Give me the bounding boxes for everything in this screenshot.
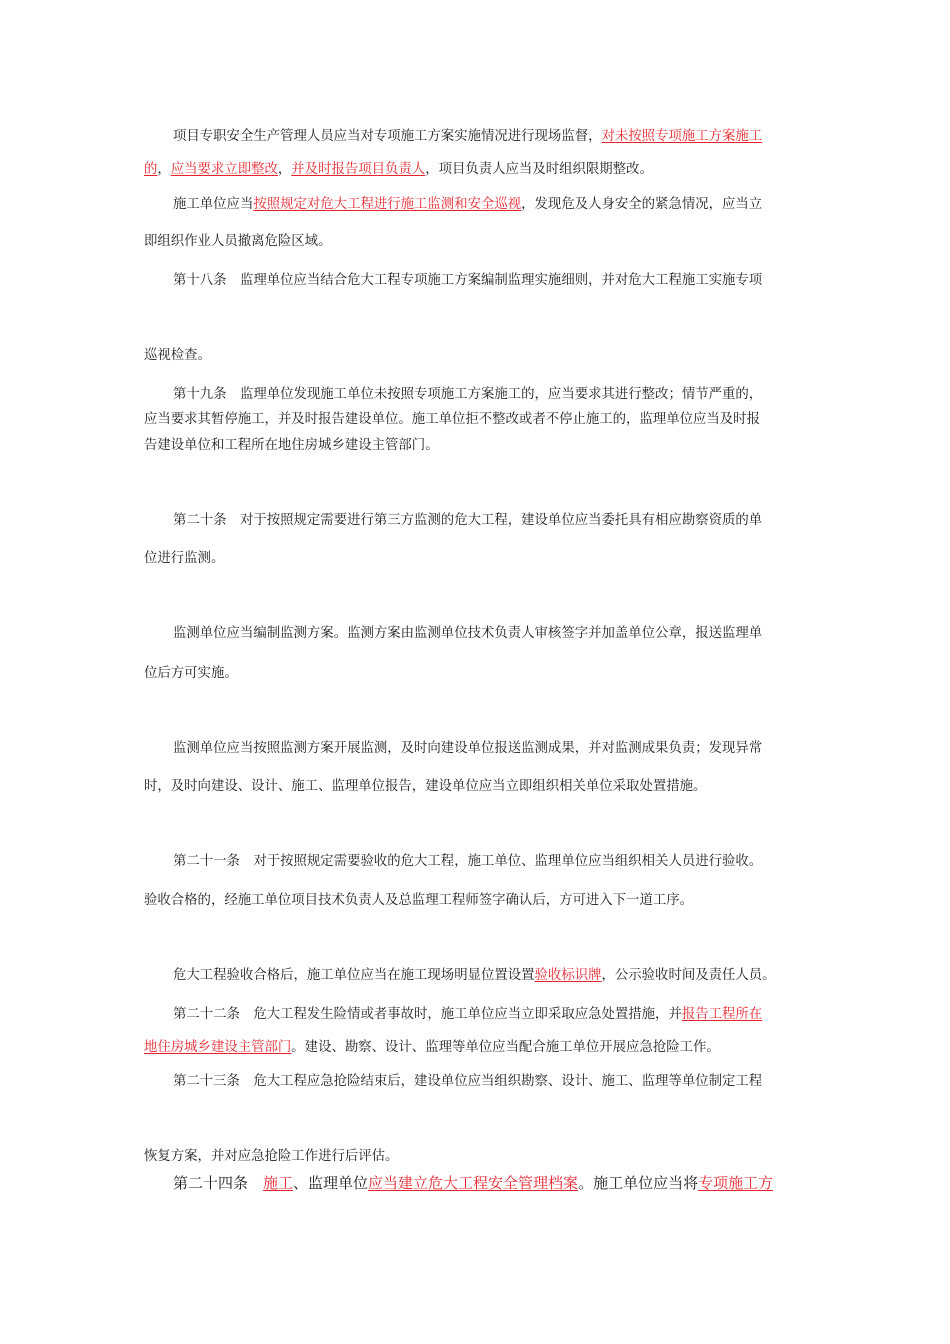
article-20-line-1: 第二十条 对于按照规定需要进行第三方监测的危大工程，建设单位应当委托具有相应勘察资质的单 [173,513,763,528]
article-24-line-1: 第二十四条 施工、监理单位应当建立危大工程安全管理档案。施工单位应当将专项施工方 [173,1174,774,1192]
article-21-line-2: 验收合格的，经施工单位项目技术负责人及总监理工程师签字确认后，方可进入下一道工序。 [144,893,694,908]
article-22-line-1: 第二十二条 危大工程发生险情或者事故时，施工单位应当立即采取应急处置措施，并报告工程所在 [173,1007,763,1022]
article-19-line-2: 应当要求其暂停施工，并及时报告建设单位。施工单位拒不整改或者不停止施工的，监理单位应当及时报 [144,412,760,427]
monitor-para-1-line-1: 监测单位应当编制监测方案。监测方案由监测单位技术负责人审核签字并加盖单位公章，报送监理单 [173,626,763,641]
article-21-line-1: 第二十一条 对于按照规定需要验收的危大工程，施工单位、监理单位应当组织相关人员进行验收。 [173,854,763,869]
para-line-4: 即组织作业人员撤离危险区域。 [144,234,332,249]
article-22-line-2: 地住房城乡建设主管部门。建设、勘察、设计、监理等单位应当配合施工单位开展应急抢险工作。 [144,1040,720,1055]
highlight-text: 对未按照专项施工方案施工 [601,129,763,144]
article-23-line-2: 恢复方案，并对应急抢险工作进行后评估。 [144,1149,399,1164]
highlight-text: 报告工程所在 [681,1007,763,1022]
monitor-para-2-line-2: 时，及时向建设、设计、施工、监理单位报告，建设单位应当立即组织相关单位采取处置措施。 [144,779,707,794]
monitor-para-2-line-1: 监测单位应当按照监测方案开展监测，及时向建设单位报送监测成果，并对监测成果负责；发现异常 [173,741,763,756]
article-23-line-1: 第二十三条 危大工程应急抢险结束后，建设单位应当组织勘察、设计、施工、监理等单位制定工程 [173,1074,763,1089]
article-19-line-1: 第十九条 监理单位发现施工单位未按照专项施工方案施工的，应当要求其进行整改；情节严重的， [173,387,763,402]
article-20-line-2: 位进行监测。 [144,551,225,566]
article-18-line-1: 第十八条 监理单位应当结合危大工程专项施工方案编制监理实施细则，并对危大工程施工实施专项 [173,273,763,288]
highlight-text: 按照规定对危大工程进行施工监测和安全巡视 [253,197,522,212]
para-line-2: 的，应当要求立即整改，并及时报告项目负责人，项目负责人应当及时组织限期整改。 [144,162,653,177]
highlight-text: 应当建立危大工程安全管理档案 [368,1174,579,1192]
article-18-line-2: 巡视检查。 [144,348,211,363]
highlight-text: 施工 [263,1174,294,1192]
para-line-3: 施工单位应当按照规定对危大工程进行施工监测和安全巡视，发现危及人身安全的紧急情况，应当立 [173,197,763,212]
highlight-text: 并及时报告项目负责人 [291,162,426,177]
acceptance-para-line: 危大工程验收合格后，施工单位应当在施工现场明显位置设置验收标识牌，公示验收时间及责任人员。 [173,968,776,983]
highlight-text: 的 [144,162,158,177]
para-line-1: 项目专职安全生产管理人员应当对专项施工方案实施情况进行现场监督，对未按照专项施工方案施工 [173,129,763,144]
highlight-text: 应当要求立即整改 [170,162,278,177]
highlight-text: 验收标识牌 [534,968,602,983]
highlight-text: 专项施工方 [698,1174,774,1192]
highlight-text: 地住房城乡建设主管部门 [144,1040,292,1055]
article-19-line-3: 告建设单位和工程所在地住房城乡建设主管部门。 [144,438,439,453]
monitor-para-1-line-2: 位后方可实施。 [144,666,238,681]
